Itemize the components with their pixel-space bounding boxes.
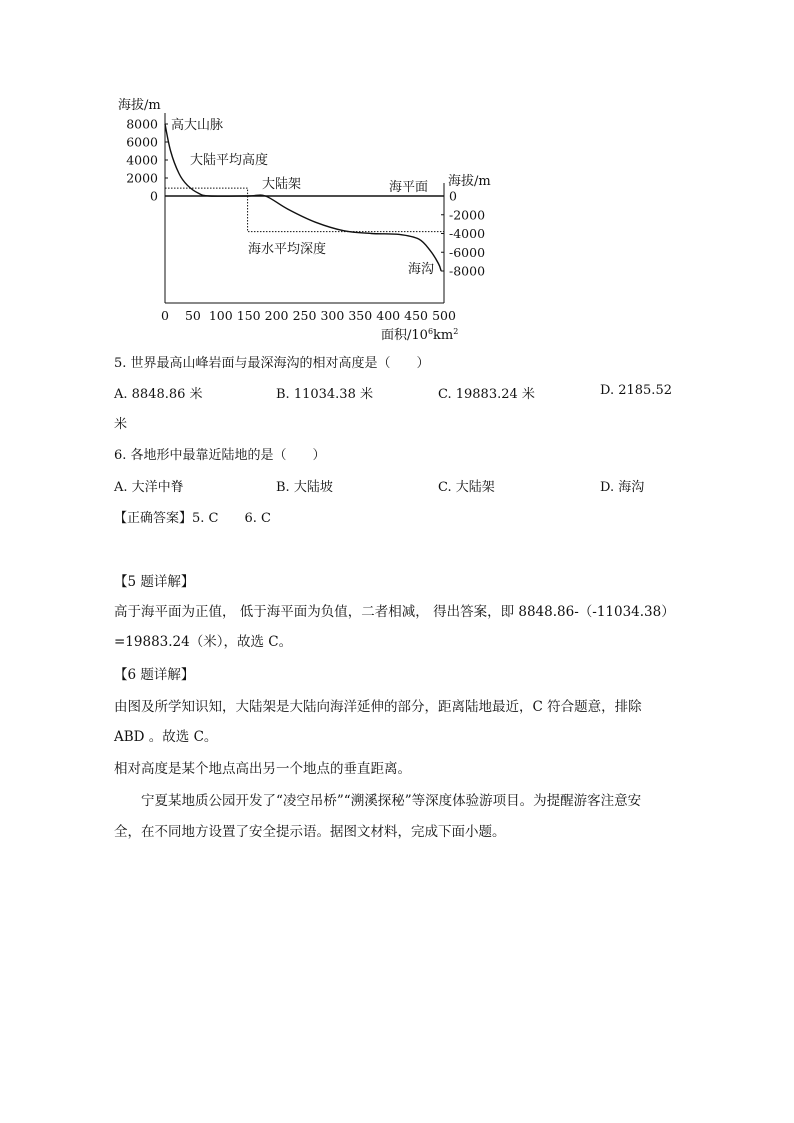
- annotation-continental-shelf: 大陆架: [262, 177, 302, 192]
- explain-6-line-2: ABD 。故选 C。: [114, 729, 218, 745]
- question-5-option-c: C. 19883.24 米: [438, 387, 535, 402]
- x-tick-label: 0: [161, 308, 169, 323]
- intro-line-2: 全，在不同地方设置了安全提示语。据图文材料，完成下面小题。: [114, 824, 506, 840]
- x-axis-label: 面积$/10^6km^2$: [381, 327, 459, 343]
- avg-sea-depth-dotted-line: [248, 196, 444, 232]
- annotation-avg-sea-depth: 海水平均深度: [248, 242, 327, 257]
- avg-land-height-dotted-line: [165, 188, 248, 196]
- hypsometric-chart: [110, 88, 510, 348]
- right-axis-label: 海拔/m: [448, 174, 491, 189]
- question-6-option-d: D. 海沟: [600, 480, 645, 495]
- left-tick-label: 2000: [126, 170, 158, 186]
- explain-5-line-1: 高于海平面为正值， 低于海平面为负值，二者相减， 得出答案，即 8848.86-（-11034.38）: [114, 604, 675, 620]
- question-6-option-b: B. 大陆坡: [276, 480, 333, 495]
- right-tick-label: -4000: [449, 226, 486, 241]
- right-tick-label: -2000: [449, 207, 486, 223]
- question-5-option-a: A. 8848.86 米: [114, 387, 203, 402]
- left-tick-label: 6000: [126, 134, 158, 150]
- answer-line: [114, 507, 271, 526]
- question-6-option-a: A. 大洋中脊: [114, 480, 184, 495]
- question-5-stem: 5. 世界最高山峰岩面与最深海沟的相对高度是（ ）: [114, 356, 430, 371]
- explain-6-line-3: 相对高度是某个地点高出另一个地点的垂直距离。: [114, 761, 411, 777]
- x-tick-label: 200: [264, 308, 289, 323]
- left-tick-label: 8000: [126, 116, 158, 132]
- intro-line-1: 宁夏某地质公园开发了“凌空吊桥”“溯溪探秘”等深度体验游项目。为提醒游客注意安: [141, 793, 642, 809]
- question-6-option-c: C. 大陆架: [438, 480, 495, 495]
- right-tick-label: -6000: [449, 244, 486, 260]
- question-5-option-b: B. 11034.38 米: [276, 387, 373, 402]
- right-tick-label: -8000: [449, 263, 486, 279]
- x-tick-label: 50: [184, 308, 201, 323]
- x-tick-label: 350: [348, 308, 373, 323]
- x-tick-label: 100: [208, 308, 233, 323]
- x-tick-label: 400: [376, 308, 401, 323]
- x-tick-label: 250: [292, 308, 317, 323]
- annotation-high-mountains: 高大山脉: [171, 118, 224, 133]
- answer-6: 6. C: [244, 511, 271, 526]
- answer-5: 5. C: [192, 511, 219, 526]
- left-tick-label: 0: [150, 188, 158, 204]
- explain-5-line-2: =19883.24（米），故选 C。: [114, 634, 293, 650]
- annotation-trench: 海沟: [408, 262, 435, 277]
- explain-5-title: 【5 题详解】: [114, 574, 195, 590]
- right-tick-label: 0: [449, 188, 457, 204]
- right-axis-ticks: [441, 189, 485, 279]
- annotation-sea-level: 海平面: [389, 180, 429, 195]
- left-axis-label: 海拔/m: [118, 98, 161, 113]
- x-tick-label: 450: [404, 308, 429, 323]
- explain-6-title: 【6 题详解】: [114, 667, 195, 683]
- x-tick-label: 500: [432, 308, 456, 323]
- x-tick-label: 150: [236, 308, 261, 323]
- explain-6-line-1: 由图及所学知识知，大陆架是大陆向海洋延伸的部分，距离陆地最近，C 符合题意，排除: [114, 699, 642, 715]
- left-axis-ticks: [126, 117, 168, 204]
- question-5-option-d-wrap: 米: [114, 417, 128, 432]
- annotation-avg-land-height: 大陆平均高度: [190, 153, 269, 168]
- question-6-stem: 6. 各地形中最靠近陆地的是（ ）: [114, 448, 326, 463]
- answer-label: 【正确答案】: [114, 511, 193, 526]
- question-5-option-d: D. 2185.52: [600, 383, 672, 398]
- left-tick-label: 4000: [126, 152, 158, 168]
- x-tick-label: 300: [320, 308, 345, 323]
- x-axis-ticks: [161, 308, 456, 323]
